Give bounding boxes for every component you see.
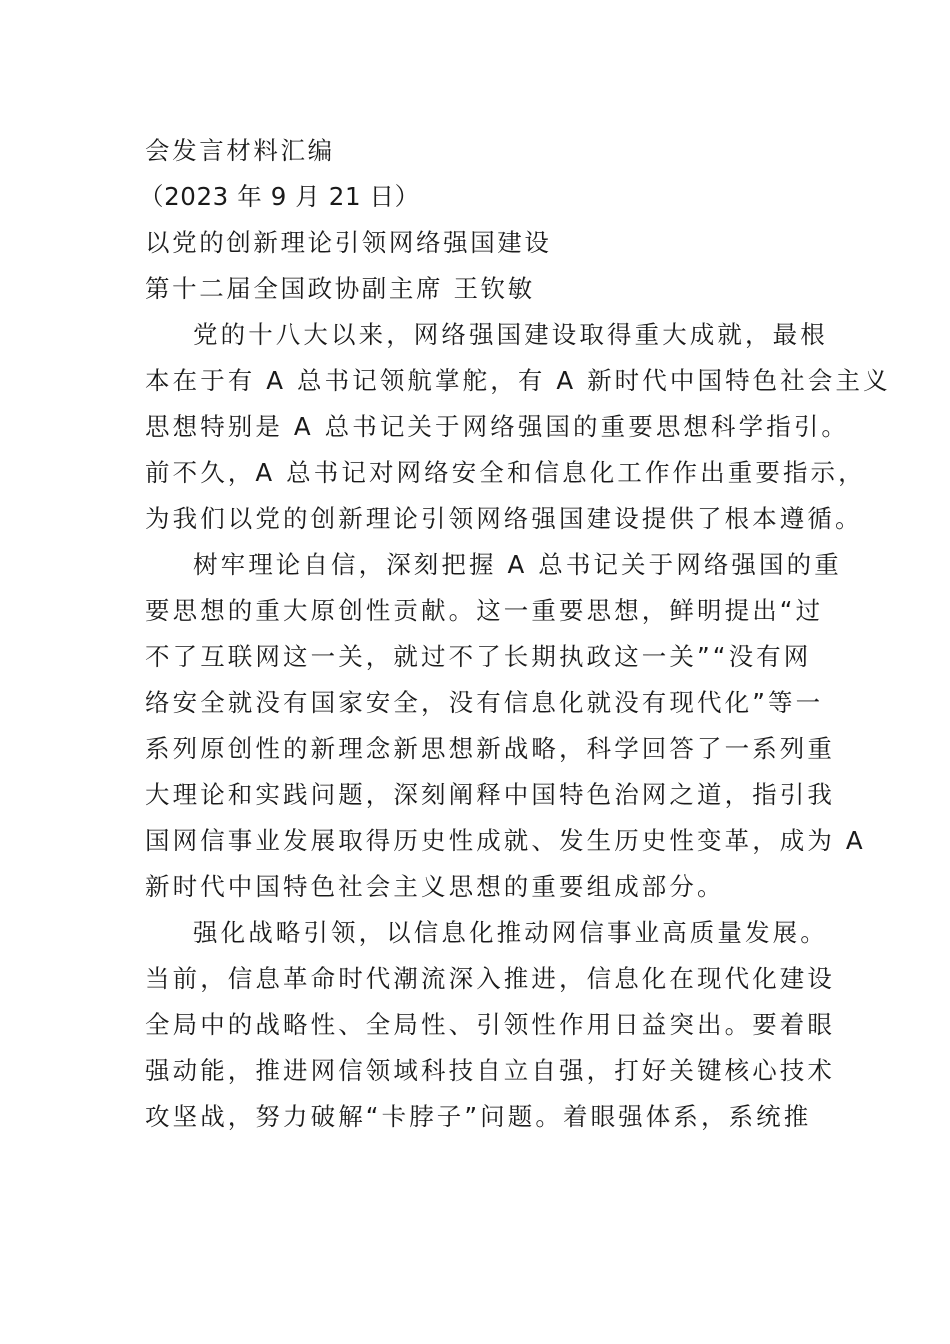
paragraph-3 bbox=[145, 910, 835, 1140]
paragraph-1 bbox=[145, 312, 891, 542]
paragraph-line: 党的十八大以来，网络强国建设取得重大成就，最根 bbox=[193, 320, 828, 349]
paragraph-line: 攻坚战，努力破解“卡脖子”问题。着眼强体系，系统推 bbox=[145, 1102, 812, 1131]
paragraph-line: 系列原创性的新理念新思想新战略，科学回答了一系列重 bbox=[145, 734, 835, 763]
paragraph-line: 要思想的重大原创性贡献。这一重要思想，鲜明提出“过 bbox=[145, 596, 824, 625]
paragraph-2 bbox=[145, 542, 866, 910]
speaker-byline: 第十二届全国政协副主席 王钦敏 bbox=[145, 274, 535, 303]
paragraph-line: 新时代中国特色社会主义思想的重要组成部分。 bbox=[145, 872, 725, 901]
paragraph-line: 强动能，推进网信领域科技自立自强，打好关键核心技术 bbox=[145, 1056, 835, 1085]
document-content bbox=[139, 128, 891, 1140]
paragraph-line: 强化战略引领，以信息化推动网信事业高质量发展。 bbox=[193, 918, 828, 947]
paragraph-line: 当前，信息革命时代潮流深入推进，信息化在现代化建设 bbox=[145, 964, 835, 993]
paragraph-line: 全局中的战略性、全局性、引领性作用日益突出。要着眼 bbox=[145, 1010, 835, 1039]
paragraph-line: 大理论和实践问题，深刻阐释中国特色治网之道，指引我 bbox=[145, 780, 835, 809]
paragraph-line: 络安全就没有国家安全，没有信息化就没有现代化”等一 bbox=[145, 688, 824, 717]
paragraph-line: 前不久，A 总书记对网络安全和信息化工作作出重要指示， bbox=[145, 458, 866, 487]
paragraph-line: 思想特别是 A 总书记关于网络强国的重要思想科学指引。 bbox=[145, 412, 850, 441]
paragraph-line: 本在于有 A 总书记领航掌舵，有 A 新时代中国特色社会主义 bbox=[145, 366, 891, 395]
meeting-date: （2023 年 9 月 21 日） bbox=[139, 182, 420, 211]
paragraph-line: 不了互联网这一关，就过不了长期执政这一关”“没有网 bbox=[145, 642, 812, 671]
speech-title: 以党的创新理论引领网络强国建设 bbox=[145, 228, 552, 257]
paragraph-line: 国网信事业发展取得历史性成就、发生历史性变革，成为 A bbox=[145, 826, 866, 855]
paragraph-line: 为我们以党的创新理论引领网络强国建设提供了根本遵循。 bbox=[145, 504, 863, 533]
document-title-fragment: 会发言材料汇编 bbox=[145, 136, 335, 165]
paragraph-line: 树牢理论自信，深刻把握 A 总书记关于网络强国的重 bbox=[193, 550, 842, 579]
